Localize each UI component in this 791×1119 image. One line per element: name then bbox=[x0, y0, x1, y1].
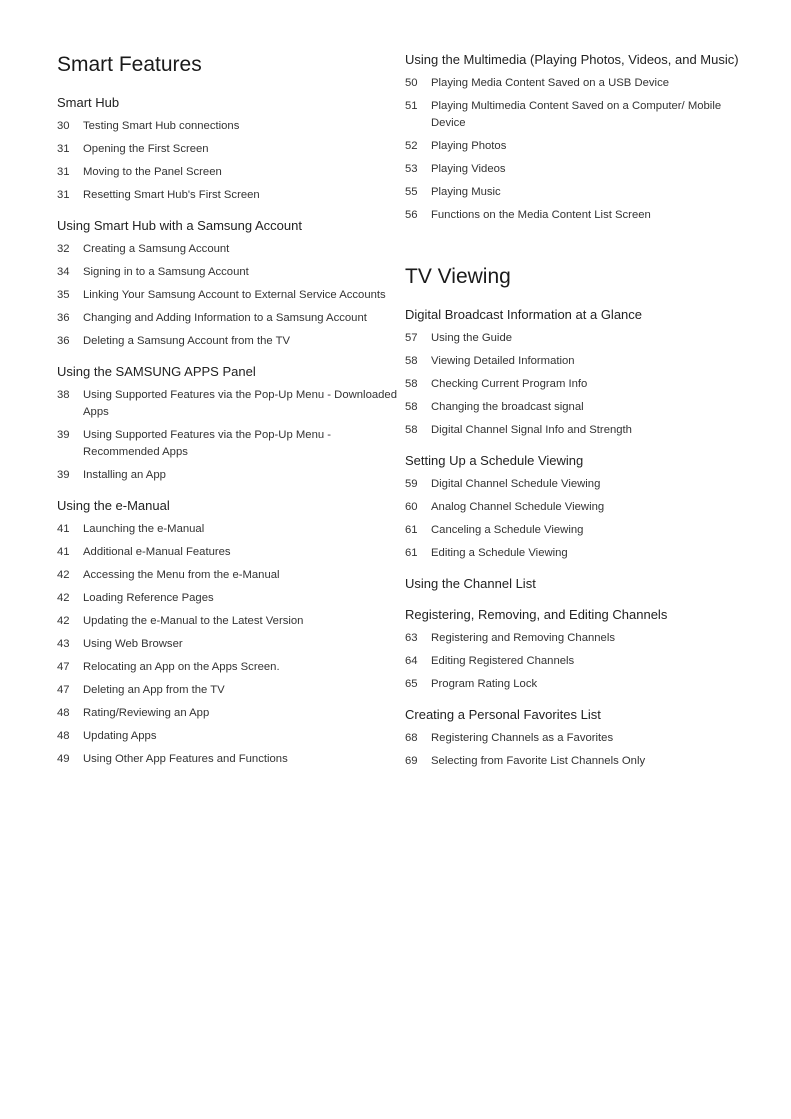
toc-entry[interactable] bbox=[57, 384, 397, 424]
entry-title[interactable]: Rating/Reviewing an App bbox=[83, 706, 210, 719]
entry-title[interactable]: Selecting from Favorite List Channels Only bbox=[431, 754, 646, 767]
entry-title[interactable]: Updating the e-Manual to the Latest Version bbox=[83, 614, 304, 627]
toc-entry[interactable] bbox=[57, 284, 397, 307]
entry-title[interactable]: Using Supported Features via the Pop-Up Menu - Downloaded Apps bbox=[83, 388, 397, 418]
entry-title[interactable]: Digital Channel Schedule Viewing bbox=[431, 477, 601, 490]
entry-title[interactable]: Installing an App bbox=[83, 468, 166, 481]
entry-title[interactable]: Using Other App Features and Functions bbox=[83, 752, 288, 765]
page-number: 68 bbox=[405, 731, 418, 744]
toc-entry[interactable] bbox=[57, 633, 397, 656]
section-heading[interactable]: Digital Broadcast Information at a Glance bbox=[405, 307, 643, 322]
entry-title[interactable]: Digital Channel Signal Info and Strength bbox=[431, 423, 632, 436]
toc-entry[interactable] bbox=[405, 650, 745, 673]
page-number: 41 bbox=[57, 522, 70, 535]
toc-entry[interactable] bbox=[405, 373, 745, 396]
toc-entry[interactable] bbox=[57, 541, 397, 564]
toc-entry[interactable] bbox=[405, 542, 745, 565]
toc-entry[interactable] bbox=[57, 725, 397, 748]
page-number: 61 bbox=[405, 546, 418, 559]
page-number: 30 bbox=[57, 119, 70, 132]
toc-entry[interactable] bbox=[405, 158, 745, 181]
entry-title[interactable]: Deleting an App from the TV bbox=[83, 683, 225, 696]
toc-entry[interactable] bbox=[405, 181, 745, 204]
page-number: 52 bbox=[405, 139, 418, 152]
page-number: 61 bbox=[405, 523, 418, 536]
page-number: 41 bbox=[57, 545, 70, 558]
entry-title[interactable]: Deleting a Samsung Account from the TV bbox=[83, 334, 291, 347]
toc-entry[interactable] bbox=[405, 419, 745, 442]
section-heading[interactable]: Using the e-Manual bbox=[57, 498, 170, 513]
page-number: 31 bbox=[57, 142, 70, 155]
page-number: 31 bbox=[57, 188, 70, 201]
toc-left-column bbox=[57, 50, 397, 771]
page-number: 58 bbox=[405, 354, 418, 367]
page-number: 47 bbox=[57, 683, 70, 696]
entry-title[interactable]: Program Rating Lock bbox=[431, 677, 538, 690]
page-number: 53 bbox=[405, 162, 418, 175]
toc-entry[interactable] bbox=[57, 656, 397, 679]
toc-entry[interactable] bbox=[405, 72, 745, 95]
page-number: 55 bbox=[405, 185, 418, 198]
entry-title[interactable]: Signing in to a Samsung Account bbox=[83, 265, 249, 278]
page-number: 63 bbox=[405, 631, 418, 644]
page-number: 42 bbox=[57, 568, 70, 581]
entry-title[interactable]: Playing Videos bbox=[431, 162, 506, 175]
page-number: 59 bbox=[405, 477, 418, 490]
section-heading[interactable]: Setting Up a Schedule Viewing bbox=[405, 453, 584, 468]
entry-title[interactable]: Changing the broadcast signal bbox=[431, 400, 584, 413]
entry-title[interactable]: Using the Guide bbox=[431, 331, 513, 344]
section-heading[interactable]: Using the SAMSUNG APPS Panel bbox=[57, 364, 256, 379]
toc-entry[interactable] bbox=[405, 473, 745, 496]
toc-entry[interactable] bbox=[405, 627, 745, 650]
entry-title[interactable]: Playing Media Content Saved on a USB Device bbox=[431, 76, 669, 89]
toc-entry[interactable] bbox=[57, 261, 397, 284]
page-number: 56 bbox=[405, 208, 418, 221]
section-heading[interactable]: Smart Hub bbox=[57, 95, 120, 110]
entry-title[interactable]: Linking Your Samsung Account to External Service Accounts bbox=[83, 288, 386, 301]
toc-entry[interactable] bbox=[57, 138, 397, 161]
toc-entry[interactable] bbox=[405, 327, 745, 350]
entry-title[interactable]: Editing Registered Channels bbox=[431, 654, 575, 667]
page-number: 42 bbox=[57, 614, 70, 627]
toc-entry[interactable] bbox=[57, 184, 397, 207]
toc-entry[interactable] bbox=[405, 396, 745, 419]
entry-title[interactable]: Editing a Schedule Viewing bbox=[431, 546, 568, 559]
entry-title[interactable]: Updating Apps bbox=[83, 729, 157, 742]
page-number: 48 bbox=[57, 706, 70, 719]
entry-title[interactable]: Changing and Adding Information to a Samsung Account bbox=[83, 311, 367, 324]
toc-entry[interactable] bbox=[57, 307, 397, 330]
toc-entry[interactable] bbox=[57, 679, 397, 702]
toc-entry[interactable] bbox=[57, 464, 397, 487]
page-number: 39 bbox=[57, 428, 70, 441]
toc-entry[interactable] bbox=[57, 702, 397, 725]
toc-entry[interactable] bbox=[405, 727, 745, 750]
page-number: 36 bbox=[57, 311, 70, 324]
page-number: 36 bbox=[57, 334, 70, 347]
chapter-title: Smart Features bbox=[57, 53, 202, 76]
page-number: 38 bbox=[57, 388, 70, 401]
page-number: 65 bbox=[405, 677, 418, 690]
page-number: 58 bbox=[405, 377, 418, 390]
page-number: 50 bbox=[405, 76, 418, 89]
toc-entry[interactable] bbox=[405, 135, 745, 158]
toc-right-column bbox=[405, 49, 745, 773]
section-heading[interactable]: Creating a Personal Favorites List bbox=[405, 707, 601, 722]
entry-title[interactable]: Canceling a Schedule Viewing bbox=[431, 523, 584, 536]
toc-entry[interactable] bbox=[57, 238, 397, 261]
toc-entry[interactable] bbox=[57, 424, 397, 464]
page-number: 47 bbox=[57, 660, 70, 673]
page-number: 49 bbox=[57, 752, 70, 765]
entry-title[interactable]: Resetting Smart Hub's First Screen bbox=[83, 188, 260, 201]
toc-entry[interactable] bbox=[57, 564, 397, 587]
toc-entry[interactable] bbox=[405, 519, 745, 542]
toc-entry[interactable] bbox=[405, 496, 745, 519]
entry-title[interactable]: Relocating an App on the Apps Screen. bbox=[83, 660, 280, 673]
entry-title[interactable]: Using Web Browser bbox=[83, 637, 183, 650]
section-heading[interactable]: Registering, Removing, and Editing Channels bbox=[405, 607, 668, 622]
page-number: 51 bbox=[405, 99, 418, 112]
entry-title[interactable]: Accessing the Menu from the e-Manual bbox=[83, 568, 280, 581]
entry-title[interactable]: Registering and Removing Channels bbox=[431, 631, 615, 644]
entry-title[interactable]: Creating a Samsung Account bbox=[83, 242, 230, 255]
page-number: 58 bbox=[405, 423, 418, 436]
section-heading[interactable]: Using the Multimedia (Playing Photos, Videos, and Music) bbox=[405, 52, 739, 67]
toc-entry[interactable] bbox=[57, 518, 397, 541]
page-number: 42 bbox=[57, 591, 70, 604]
section-heading[interactable]: Using the Channel List bbox=[405, 576, 536, 591]
entry-title[interactable]: Playing Multimedia Content Saved on a Computer/ Mobile Device bbox=[431, 99, 722, 129]
chapter-title: TV Viewing bbox=[405, 265, 511, 288]
toc-entry[interactable] bbox=[57, 330, 397, 353]
toc-entry[interactable] bbox=[57, 748, 397, 771]
entry-title[interactable]: Loading Reference Pages bbox=[83, 591, 214, 604]
page-number: 43 bbox=[57, 637, 70, 650]
toc-entry[interactable] bbox=[57, 115, 397, 138]
entry-title[interactable]: Launching the e-Manual bbox=[83, 522, 205, 535]
page-number: 60 bbox=[405, 500, 418, 513]
toc-entry[interactable] bbox=[405, 204, 745, 227]
entry-title[interactable]: Additional e-Manual Features bbox=[83, 545, 231, 558]
page-number: 34 bbox=[57, 265, 70, 278]
entry-title[interactable]: Functions on the Media Content List Screen bbox=[431, 208, 651, 221]
toc-entry[interactable] bbox=[405, 350, 745, 373]
page-number: 32 bbox=[57, 242, 70, 255]
toc-entry[interactable] bbox=[57, 161, 397, 184]
entry-title[interactable]: Playing Photos bbox=[431, 139, 507, 152]
page-number: 57 bbox=[405, 331, 418, 344]
entry-title[interactable]: Checking Current Program Info bbox=[431, 377, 588, 390]
entry-title[interactable]: Playing Music bbox=[431, 185, 501, 198]
entry-title[interactable]: Testing Smart Hub connections bbox=[83, 119, 240, 132]
section-heading[interactable]: Using Smart Hub with a Samsung Account bbox=[57, 218, 302, 233]
toc-entry[interactable] bbox=[57, 587, 397, 610]
entry-title[interactable]: Using Supported Features via the Pop-Up Menu - Recommended Apps bbox=[83, 428, 332, 458]
toc-entry[interactable] bbox=[405, 750, 745, 773]
page-number: 31 bbox=[57, 165, 70, 178]
entry-title[interactable]: Opening the First Screen bbox=[83, 142, 209, 155]
page-number: 69 bbox=[405, 754, 418, 767]
page-number: 35 bbox=[57, 288, 70, 301]
toc-entry[interactable] bbox=[57, 610, 397, 633]
page-number: 58 bbox=[405, 400, 418, 413]
entry-title[interactable]: Viewing Detailed Information bbox=[431, 354, 575, 367]
page-number: 39 bbox=[57, 468, 70, 481]
page-number: 48 bbox=[57, 729, 70, 742]
entry-title[interactable]: Moving to the Panel Screen bbox=[83, 165, 222, 178]
entry-title[interactable]: Registering Channels as a Favorites bbox=[431, 731, 614, 744]
page-number: 64 bbox=[405, 654, 418, 667]
entry-title[interactable]: Analog Channel Schedule Viewing bbox=[431, 500, 605, 513]
toc-entry[interactable] bbox=[405, 673, 745, 696]
toc-entry[interactable] bbox=[405, 95, 745, 135]
